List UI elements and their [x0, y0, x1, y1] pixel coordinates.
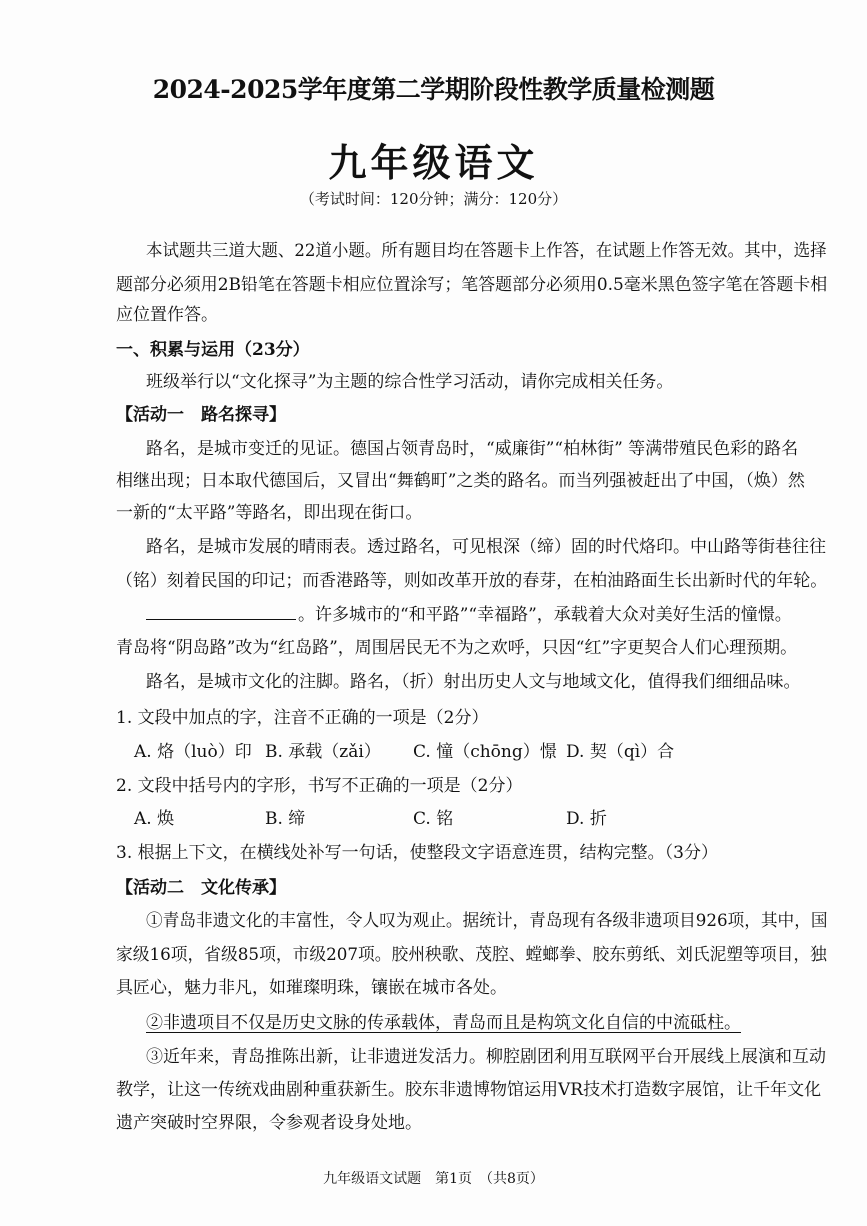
- instructions-line-2: 题部分必须用2B铅笔在答题卡相应位置涂写；笔答题部分必须用0.5毫米黑色签字笔在答题卡相: [116, 275, 828, 295]
- instructions-line-3: 应位置作答。: [116, 305, 218, 325]
- exam-title: 2024-2025学年度第二学期阶段性教学质量检测题: [152, 75, 715, 104]
- activity-2-sentence-1-line-2: 家级16项，省级85项，市级207项。胶州秧歌、茂腔、螳螂拳、胶东剪纸、刘氏泥塑等项目，独: [116, 945, 827, 965]
- activity-1-para-1-line-1: 路名，是城市变迁的见证。德国占领青岛时，“威廉街”“柏林街” 等满带殖民色彩的路名: [146, 439, 799, 459]
- q2-option-d[interactable]: D. 折: [566, 809, 607, 829]
- q1-option-b[interactable]: B. 承载（zǎi）: [265, 742, 381, 762]
- activity-1-para-3-line-2: 青岛将“阴岛路”改为“红岛路”，周围居民无不为之欢呼，只因“红”字更契合人们心理预期。: [116, 638, 798, 658]
- activity-2-sentence-1-line-1: ①青岛非遗文化的丰富性，令人叹为观止。据统计，青岛现有各级非遗项目926项，其中，国: [146, 911, 828, 931]
- activity-2-sentence-3-line-1: ③近年来，青岛推陈出新，让非遗迸发活力。柳腔剧团利用互联网平台开展线上展演和互动: [146, 1047, 826, 1067]
- subject-title: 九年级语文: [328, 140, 539, 185]
- question-2-stem: 2. 文段中括号内的字形，书写不正确的一项是（2分）: [116, 776, 523, 796]
- activity-1-heading: 【活动一 路名探寻】: [116, 405, 286, 425]
- activity-1-para-2-line-1: 路名，是城市发展的晴雨表。透过路名，可见根深（缔）固的时代烙印。中山路等街巷往往: [146, 537, 826, 557]
- answer-blank[interactable]: [146, 603, 296, 620]
- q2-option-c[interactable]: C. 铭: [413, 809, 454, 829]
- page-footer: 九年级语文试题 第1页 （共8页）: [323, 1171, 544, 1187]
- activity-2-sentence-3-line-2: 教学，让这一传统戏曲剧种重获新生。胶东非遗博物馆运用VR技术打造数字展馆，让千年文化: [116, 1080, 822, 1100]
- exam-info: （考试时间：120分钟；满分：120分）: [299, 190, 568, 208]
- q2-option-a[interactable]: A. 焕: [134, 809, 175, 829]
- section-1-heading: 一、积累与运用（23分）: [116, 340, 310, 360]
- section-1-intro: 班级举行以“文化探寻”为主题的综合性学习活动，请你完成相关任务。: [146, 372, 674, 392]
- q1-option-c[interactable]: C. 憧（chōng）憬: [413, 742, 557, 762]
- instructions-line-1: 本试题共三道大题、22道小题。所有题目均在答题卡上作答，在试题上作答无效。其中，选择: [146, 241, 827, 261]
- activity-2-heading: 【活动二 文化传承】: [116, 878, 286, 898]
- q1-option-d[interactable]: D. 契（qì）合: [566, 742, 675, 762]
- q1-option-a[interactable]: A. 烙（luò）印: [134, 742, 252, 762]
- q2-option-b[interactable]: B. 缔: [265, 809, 306, 829]
- activity-2-sentence-2-underlined: ②非遗项目不仅是历史文脉的传承载体，青岛而且是构筑文化自信的中流砥柱。: [146, 1013, 741, 1033]
- activity-1-para-1-line-3: 一新的“太平路”等路名，即出现在街口。: [116, 503, 423, 523]
- activity-2-sentence-1-line-3: 具匠心，魅力非凡，如璀璨明珠，镶嵌在城市各处。: [116, 978, 507, 998]
- activity-2-sentence-3-line-3: 遗产突破时空界限，令参观者设身处地。: [116, 1113, 422, 1133]
- activity-1-para-1-line-2: 相继出现；日本取代德国后，又冒出“舞鹤町”之类的路名。而当列强被赶出了中国，（焕）然: [116, 471, 805, 491]
- para-3-text: 。许多城市的“和平路”“幸福路”，承载着大众对美好生活的憧憬。: [298, 605, 792, 625]
- question-1-stem: 1. 文段中加点的字，注音不正确的一项是（2分）: [116, 708, 489, 728]
- activity-1-para-2-line-2: （铭）刻着民国的印记；而香港路等，则如改革开放的春芽，在柏油路面生长出新时代的年轮。: [116, 571, 828, 591]
- question-3-stem: 3. 根据上下文，在横线处补写一句话，使整段文字语意连贯，结构完整。（3分）: [116, 843, 718, 863]
- activity-1-para-4-line-1: 路名，是城市文化的注脚。路名，（折）射出历史人文与地域文化，值得我们细细品味。: [146, 672, 801, 692]
- activity-1-para-3-line-1: [146, 600, 792, 625]
